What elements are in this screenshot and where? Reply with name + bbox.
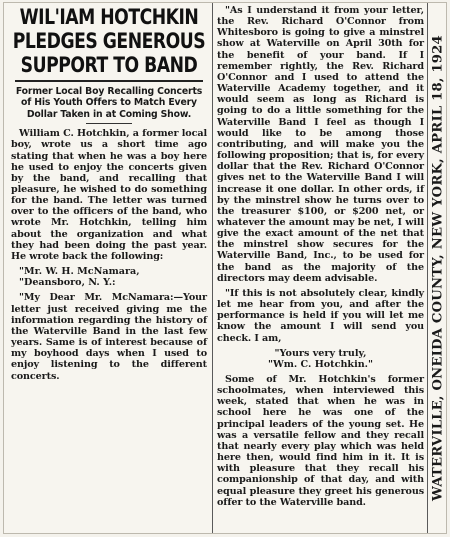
letter-paragraph-2: "As I understand it from your letter, the Rev. Richard O'Connor from Whitesboro is going to give a minstrel show at Waterville on April 30th for the benefit of your band. If I remember rightly, the Rev. Richard O'Connor and I used to attend the Waterville Academy together, and it would seem as long as Richard is going to do a little something for the Waterville Band I feel as though I would like to be among those contributing, and will make you the following proposition; that is, for every dollar that the Rev. Richard O'Connor gives net to the Waterville Band I will increase it one dollar. In other ords, if by the minstrel show he turns over to the treasurer $100, or $200 net, or whatever the amount may be net, I will give the exact amount of the net that the minstrel show secures for the Waterville Band, Inc., to be used for the band as the majority of the directors may deem advisable. xyxy=(217,5,424,284)
letter-closing: "Yours very truly, xyxy=(274,347,367,359)
body-paragraph-1: William C. Hotchkin, a former local boy, wrote us a short time ago stating that when he was a boy here he used to enjoy the concerts given by the band, and recalling that pleasure, he wished to do something for the band. The letter was turned over to the officers of the band, who wrote Mr. Hotchkin, telling him about the organization and what they had been doing the past year. He wrote back the following: xyxy=(11,128,207,262)
letter-paragraph-1: "My Dear Mr. McNamara:—Your letter just received giving me the information regarding the history of the Waterville Band in the last few years. Same is of interest because of my boyhood days when I used to enjoy listening to the different concerts. xyxy=(11,292,207,382)
deck-rule xyxy=(86,123,132,124)
letter-paragraph-3: "If this is not absolutely clear, kindly let me hear from you, and after the performance is held if you will let me know the amount I will send you check. I am, xyxy=(217,287,424,344)
headline xyxy=(11,5,208,77)
headline-line-2: PLEDGES GENEROUS xyxy=(12,29,206,53)
headline-rule xyxy=(15,80,203,82)
dateline-strip xyxy=(427,3,447,533)
salutation-line-1: "Mr. W. H. McNamara, xyxy=(19,266,140,278)
vertical-dateline: WATERVILLE, ONEIDA COUNTY, NEW YORK, APRIL 18, 1924 xyxy=(430,35,446,501)
left-column xyxy=(6,3,210,533)
subheadline-deck: Former Local Boy Recalling Concerts of His Youth Offers to Match Every Dollar Taken in at Coming Show. xyxy=(15,86,203,120)
newspaper-clipping xyxy=(3,2,447,534)
middle-column xyxy=(212,3,426,533)
salutation-line-2: "Deansboro, N. Y.: xyxy=(19,277,116,289)
headline-line-1: WIL'IAM HOTCHKIN xyxy=(19,5,199,29)
headline-line-3: SUPPORT TO BAND xyxy=(20,53,198,77)
final-paragraph: Some of Mr. Hotchkin's former schoolmates, when interviewed this week, stated that when he was in school here he was one of the principal leaders of the young set. He was a versatile fellow and they recall that nearly every play which was held here then, would find him in it. It is with pleasure that they recall his companionship of that day, and with equal pleasure they greet his generous offer to the Waterville band. xyxy=(217,374,424,508)
letter-signature: "Wm. C. Hotchkin." xyxy=(267,358,374,370)
